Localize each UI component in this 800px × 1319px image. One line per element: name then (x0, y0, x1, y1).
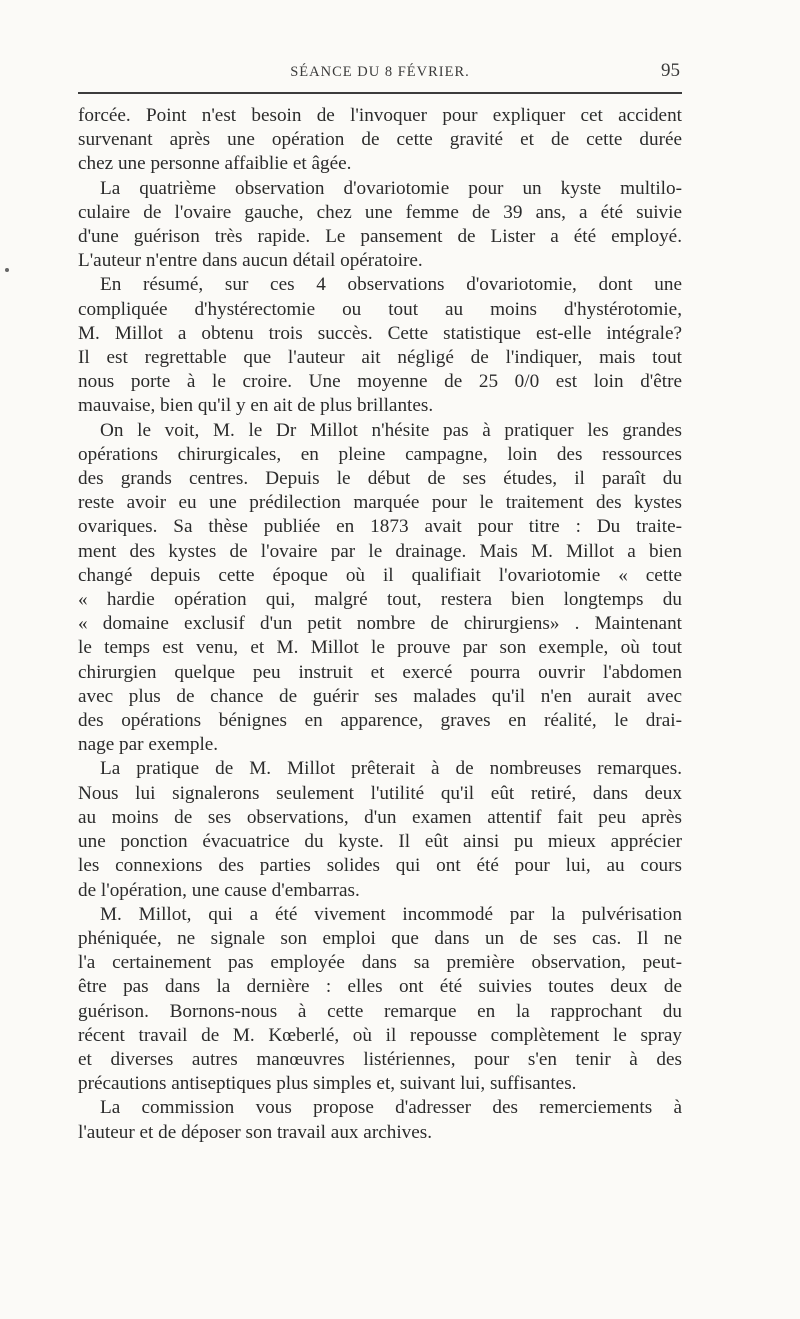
text-line: l'auteur et de déposer son travail aux archives. (78, 1121, 433, 1143)
text-line: avec plus de chance de guérir ses malades qu'il n'en aurait avec (78, 685, 682, 707)
text-line: forcée. Point n'est besoin de l'invoquer pour expliquer cet accident (78, 105, 682, 126)
margin-speck (5, 268, 9, 272)
body-text (78, 104, 682, 1145)
text-line: les connexions des parties solides qui ont été pour lui, au cours (78, 855, 682, 877)
text-line: M. Millot a obtenu trois succès. Cette statistique est-elle intégrale? (78, 322, 682, 344)
header-rule (78, 92, 682, 94)
text-line: changé depuis cette époque où il qualifiait l'ovariotomie « cette (78, 564, 682, 586)
text-line: récent travail de M. Kœberlé, où il repousse complètement le spray (78, 1024, 682, 1046)
text-line: et diverses autres manœuvres listériennes, pour s'en tenir à des (78, 1048, 682, 1070)
page-number: 95 (661, 60, 680, 81)
text-line: reste avoir eu une prédilection marquée pour le traitement des kystes (78, 492, 682, 514)
text-line: de l'opération, une cause d'embarras. (78, 879, 360, 901)
text-line: « domaine exclusif d'un petit nombre de chirurgiens» . Maintenant (78, 613, 682, 635)
text-line: ovariques. Sa thèse publiée en 1873 avait pour titre : Du traite- (78, 516, 682, 538)
text-line: La commission vous propose d'adresser des remerciements à (100, 1097, 682, 1119)
paragraph (78, 419, 682, 758)
text-line: La quatrième observation d'ovariotomie pour un kyste multilo- (100, 177, 682, 199)
text-line: précautions antiseptiques plus simples et, suivant lui, suffisantes. (78, 1073, 577, 1095)
paragraph (78, 177, 682, 274)
text-line: nage par exemple. (78, 734, 219, 756)
text-line: chez une personne affaiblie et âgée. (78, 153, 352, 175)
paragraph (78, 1096, 682, 1144)
text-line: culaire de l'ovaire gauche, chez une femme de 39 ans, a été suivie (78, 201, 682, 223)
text-line: La pratique de M. Millot prêterait à de nombreuses remarques. (100, 758, 682, 780)
paragraph (78, 104, 682, 177)
text-line: ment des kystes de l'ovaire par le drainage. Mais M. Millot a bien (78, 540, 682, 562)
running-title: SÉANCE DU 8 FÉVRIER. (290, 64, 470, 80)
text-line: d'une guérison très rapide. Le pansement de Lister a été employé. (78, 226, 682, 248)
paragraph (78, 273, 682, 418)
text-line: M. Millot, qui a été vivement incommodé par la pulvérisation (100, 903, 682, 925)
running-header (78, 58, 682, 88)
text-line: survenant après une opération de cette gravité et de cette durée (78, 129, 682, 151)
text-line: opérations chirurgicales, en pleine campagne, loin des ressources (78, 443, 682, 465)
paragraph (78, 757, 682, 902)
text-line: être pas dans la dernière : elles ont été suivies toutes deux de (78, 976, 682, 998)
text-line: « hardie opération qui, malgré tout, restera bien longtemps du (78, 589, 682, 611)
text-line: Nous lui signalerons seulement l'utilité qu'il eût retiré, dans deux (78, 782, 682, 804)
text-line: phéniquée, ne signale son emploi que dans un de ses cas. Il ne (78, 927, 682, 949)
text-line: chirurgien quelque peu instruit et exercé pourra ouvrir l'abdomen (78, 661, 682, 683)
text-line: l'a certainement pas employée dans sa première observation, peut- (78, 952, 682, 974)
text-line: On le voit, M. le Dr Millot n'hésite pas à pratiquer les grandes (100, 419, 682, 441)
text-line: compliquée d'hystérectomie ou tout au moins d'hystérotomie, (78, 298, 682, 320)
text-line: des grands centres. Depuis le début de ses études, il paraît du (78, 468, 682, 490)
text-line: des opérations bénignes en apparence, graves en réalité, le drai- (78, 710, 682, 732)
text-line: L'auteur n'entre dans aucun détail opératoire. (78, 250, 423, 272)
text-line: En résumé, sur ces 4 observations d'ovariotomie, dont une (100, 274, 682, 296)
page (78, 58, 682, 1145)
text-line: au moins de ses observations, d'un examen attentif fait peu après (78, 806, 682, 828)
paragraph (78, 903, 682, 1097)
text-line: guérison. Bornons-nous à cette remarque en la rapprochant du (78, 1000, 682, 1022)
text-line: le temps est venu, et M. Millot le prouve par son exemple, où tout (78, 637, 682, 659)
text-line: Il est regrettable que l'auteur ait négligé de l'indiquer, mais tout (78, 347, 682, 369)
text-line: nous porte à le croire. Une moyenne de 25 0/0 est loin d'être (78, 371, 682, 393)
text-line: une ponction évacuatrice du kyste. Il eût ainsi pu mieux apprécier (78, 831, 682, 853)
text-line: mauvaise, bien qu'il y en ait de plus brillantes. (78, 395, 434, 417)
